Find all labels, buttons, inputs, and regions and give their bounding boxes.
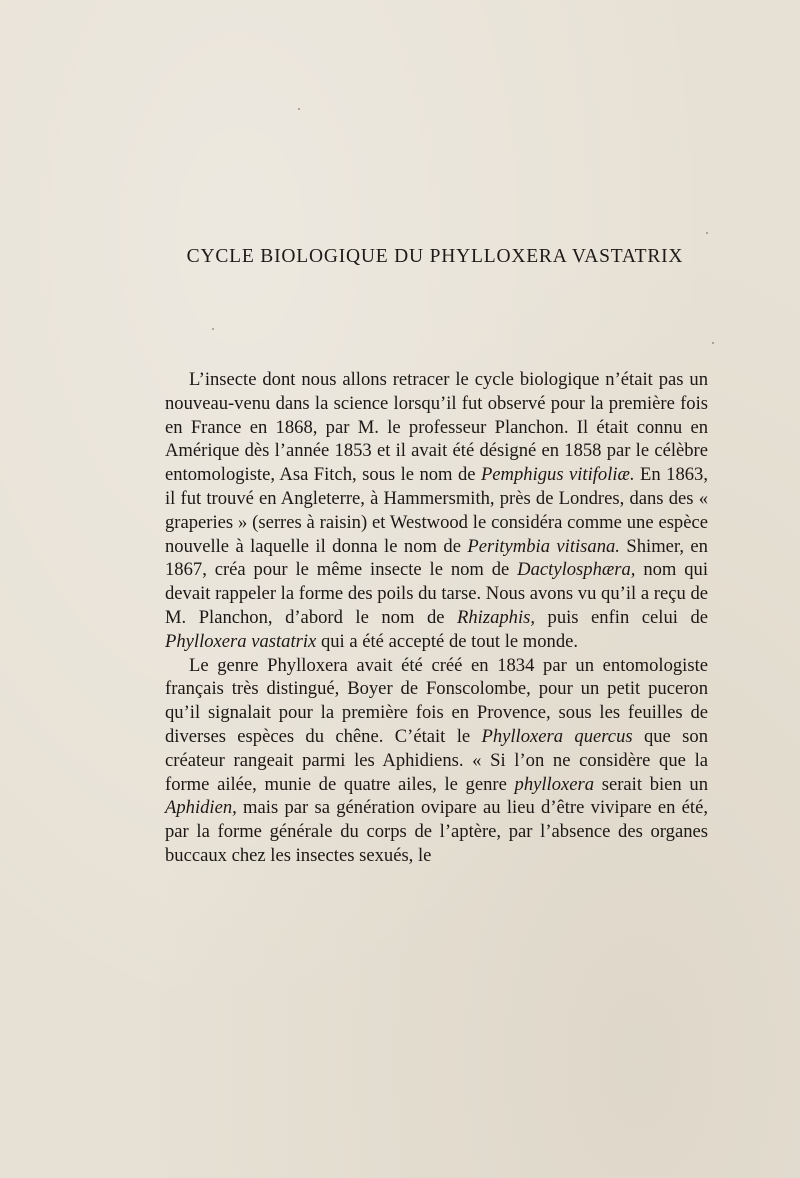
italic-taxon-name: Pemphigus vitifoliæ.: [480, 464, 635, 486]
chapter-title: CYCLE BIOLOGIQUE DU PHYLLOXERA VASTATRIX: [186, 246, 684, 267]
text-segment: Shimer, en 1867, créa pour le même insecte le nom de: [165, 535, 708, 581]
paper-speck: [706, 232, 708, 234]
text-segment: En 1863, il fut trouvé en Angleterre, à Hammersmith, près de Londres, dans des « graperies » (serres à raisin) et Westwood le considéra comme une espèce nouvelle à laquelle il donna le nom de: [165, 464, 708, 557]
paragraph-1: [165, 368, 708, 654]
body-text: [165, 368, 708, 868]
paragraph-2: [165, 654, 708, 868]
text-segment: L’insecte dont nous allons retracer le cycle biologique n’était pas un nouveau-venu dans la science lorsqu’il fut observé pour la première fois en France en 1868, par M. le professeur Planchon. Il était connu en Amérique dès l’année 1853 et il avait été désigné en 1858 par le célèbre entomologiste, Asa Fitch, sous le nom de: [165, 369, 708, 486]
text-segment: que son créateur rangeait parmi les Aphidiens. « Si l’on ne considère que la forme ailée, munie de quatre ailes, le genre: [165, 725, 709, 795]
text-segment: Le genre Phylloxera avait été créé en 1834 par un entomologiste français très distingué, Boyer de Fonscolombe, pour un petit puceron qu’il signalait pour la première fois en Provence, sous les feuilles de diverses espèces du chêne. C’était le: [165, 654, 708, 747]
italic-taxon-name: Aphidien,: [165, 797, 237, 819]
italic-taxon-name: Phylloxera vastatrix: [165, 630, 317, 652]
italic-taxon-name: Peritymbia vitisana.: [467, 535, 620, 557]
text-segment: serait bien un: [594, 773, 708, 795]
italic-taxon-name: phylloxera: [514, 773, 595, 795]
text-segment: nom qui devait rappeler la forme des poils du tarse. Nous avons vu qu’il a reçu de M. Planchon, d’abord le nom de: [165, 559, 709, 628]
text-segment: mais par sa génération ovipare au lieu d’être vivipare en été, par la forme générale du corps de l’aptère, par l’absence des organes buccaux chez les insectes sexués, le: [165, 797, 708, 866]
italic-taxon-name: Phylloxera quercus: [481, 725, 633, 747]
italic-taxon-name: Dactylosphæra,: [517, 559, 636, 581]
text-segment: puis enfin celui de: [535, 606, 708, 628]
paper-speck: [212, 328, 214, 330]
paper-speck: [712, 342, 714, 344]
paper-speck: [298, 108, 300, 110]
text-segment: qui a été accepté de tout le monde.: [316, 630, 579, 652]
italic-taxon-name: Rhizaphis,: [457, 606, 536, 628]
